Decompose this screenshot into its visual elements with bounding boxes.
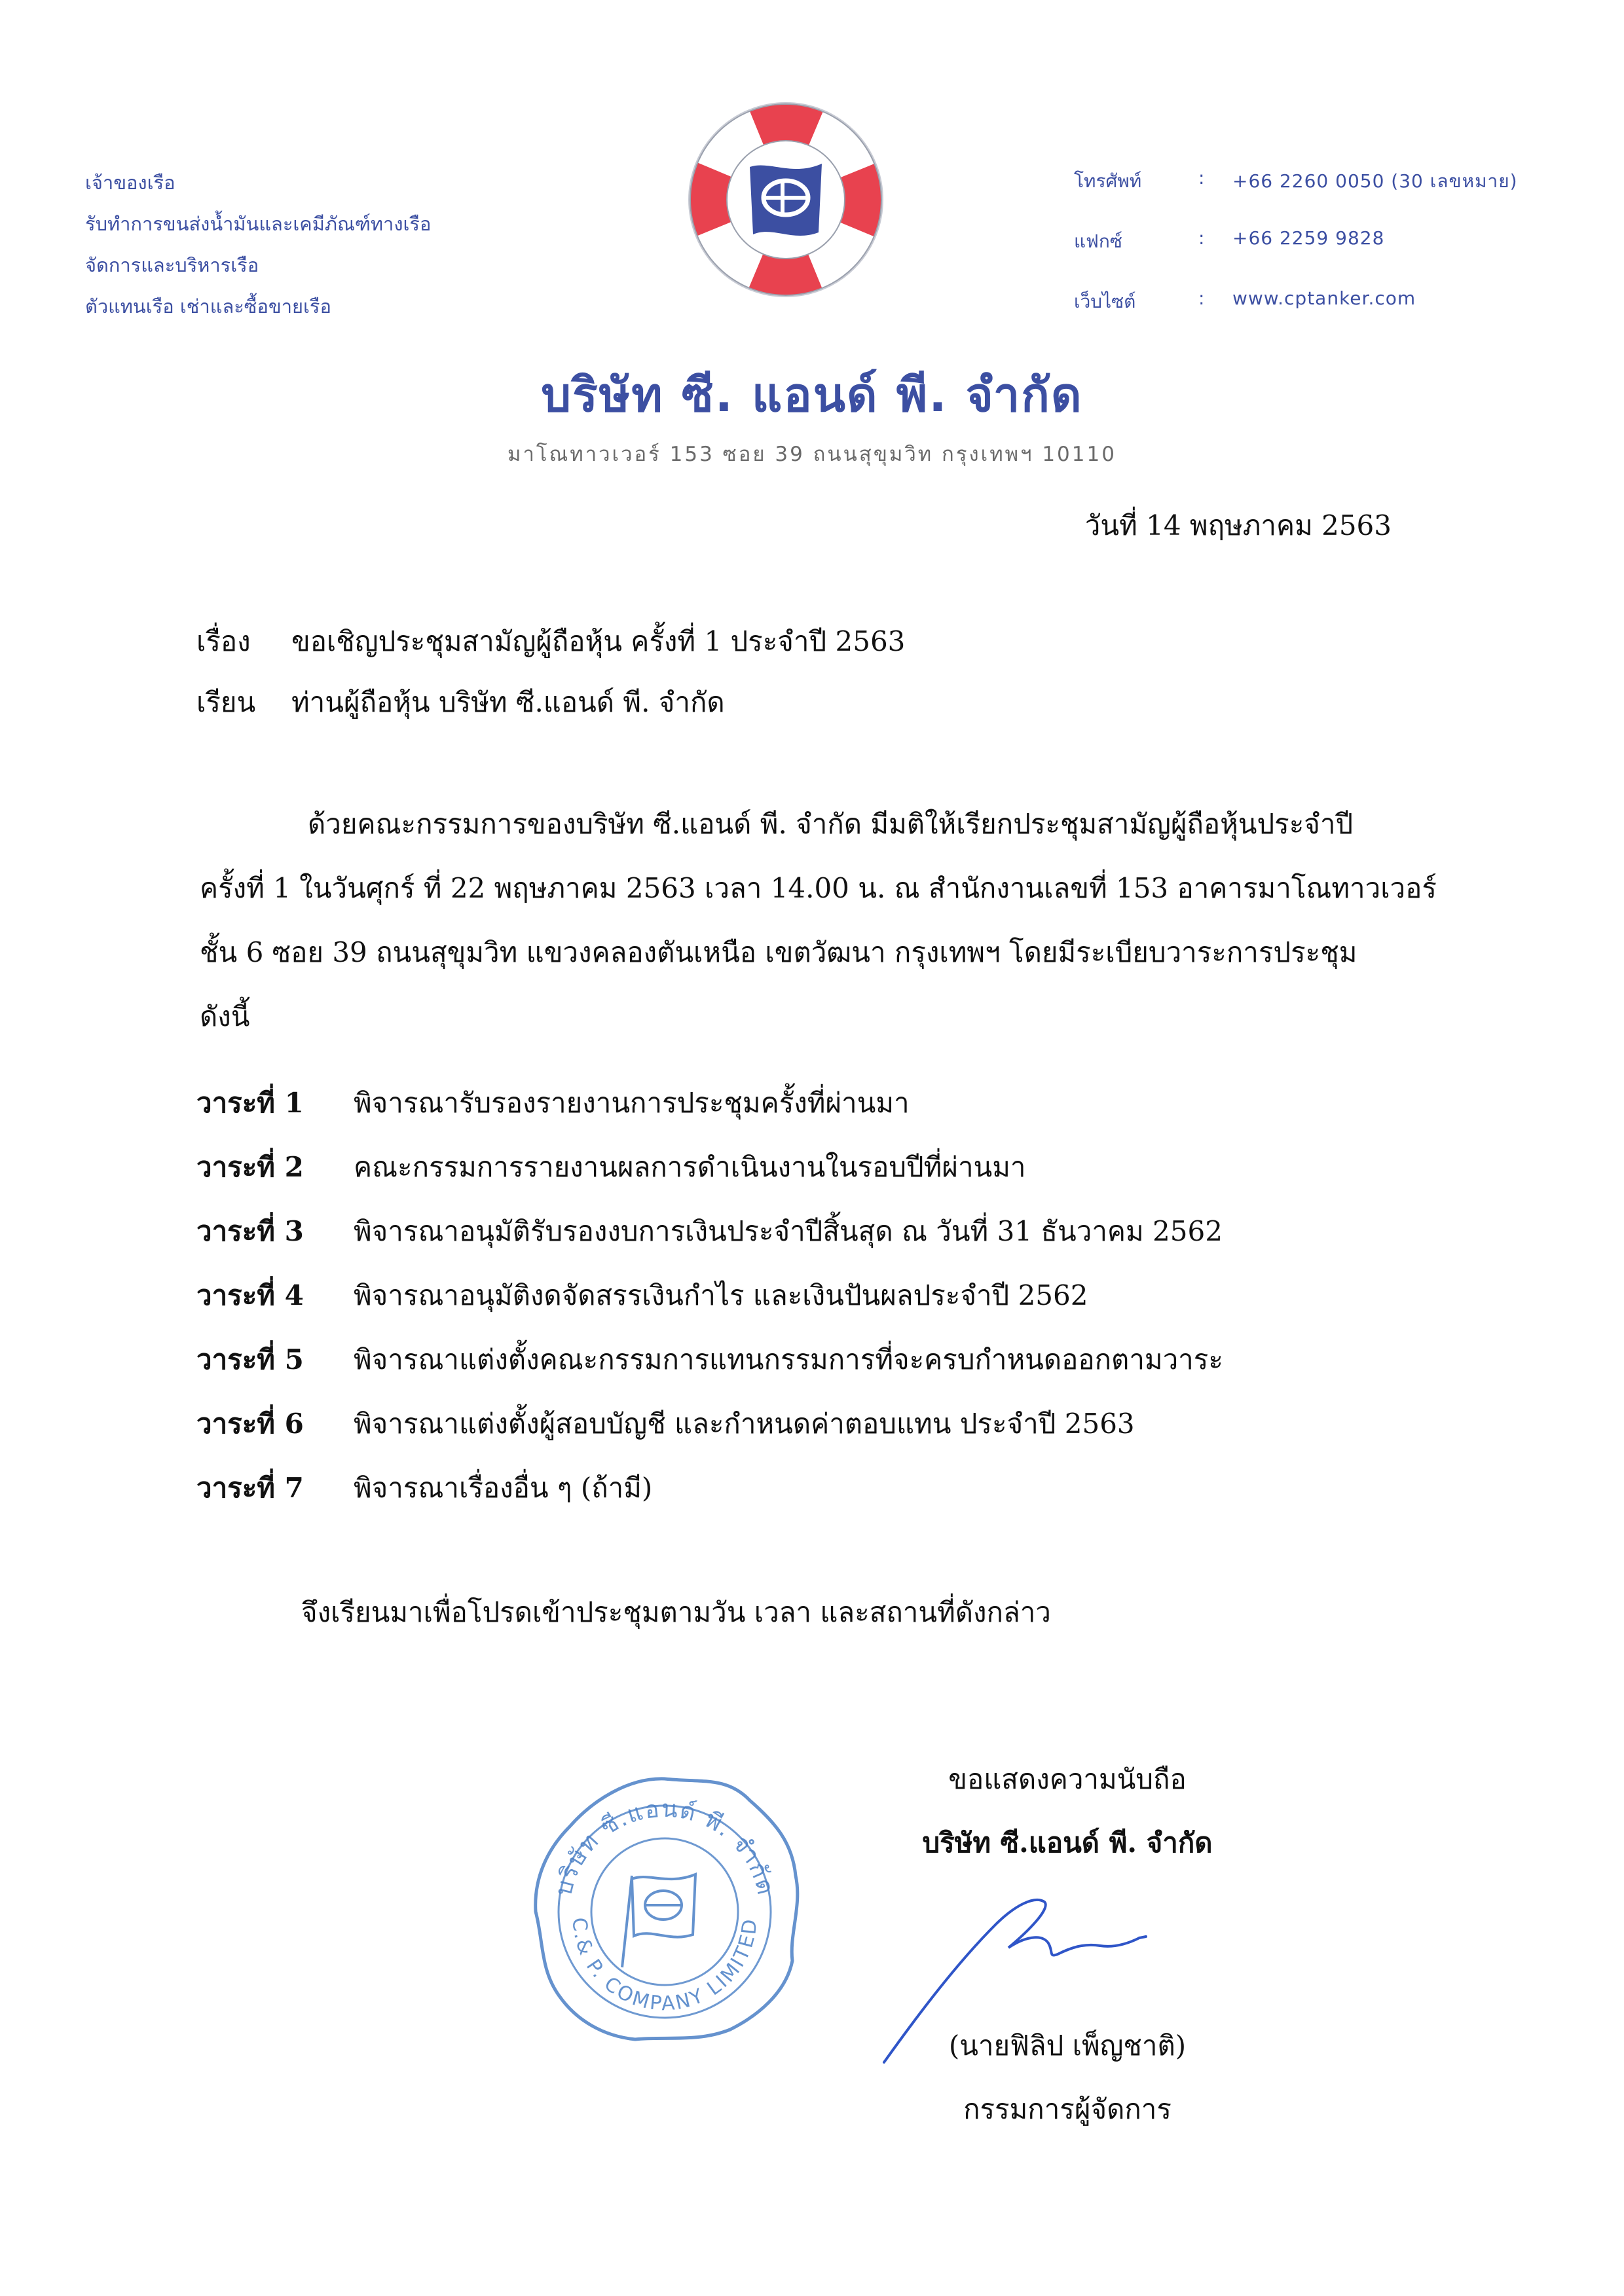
agenda-label: วาระที่ 5 [196,1343,304,1376]
company-name: บริษัท ซี. แอนด์ พี. จำกัด [541,367,1083,422]
website-value: www.cptanker.com [1232,287,1416,309]
paragraph-line: ชั้น 6 ซอย 39 ถนนสุขุมวิท แขวงคลองตันเหนือ เขตวัฒนา กรุงเทพฯ โดยมีระเบียบวาระการประชุม [200,936,1357,968]
service-item: จัดการและบริหารเรือ [85,254,259,276]
service-item: ตัวแทนเรือ เช่าและซื้อขายเรือ [85,295,331,318]
signatory-name: (นายฟิลิป เพ็ญชาติ) [948,2030,1187,2062]
signing-company: บริษัท ซี.แอนด์ พี. จำกัด [922,1827,1213,1859]
company-address: มาโณทาวเวอร์ 153 ซอย 39 ถนนสุขุมวิท กรุงเทพฯ 10110 [507,443,1116,466]
fax-value: +66 2259 9828 [1232,227,1385,249]
website-label: เว็บไซต์ [1074,291,1136,312]
company-services-list [85,162,431,327]
agenda-item: พิจารณารับรองรายงานการประชุมครั้งที่ผ่านมา [354,1087,910,1119]
regards-text: ขอแสดงความนับถือ [948,1763,1187,1795]
agenda-label: วาระที่ 4 [196,1279,304,1311]
agenda-label: วาระที่ 6 [196,1408,304,1440]
separator: : [1198,287,1205,309]
agenda-item: พิจารณาเรื่องอื่น ๆ (ถ้ามี) [354,1472,653,1504]
separator: : [1198,167,1205,189]
fax-label: แฟกซ์ [1074,230,1122,252]
seal-top-text: บริษัท ซี.แอนด์ พี. จำกัด [550,1795,779,1899]
svg-text:C.& P. COMPANY LIMITED [568,1916,762,2015]
letter-date: วันที่ 14 พฤษภาคม 2563 [1084,509,1392,541]
paragraph-line: ดังนี้ [200,1000,250,1032]
flag-icon [750,164,822,236]
agenda-label: วาระที่ 1 [196,1087,304,1119]
agenda-item: คณะกรรมการรายงานผลการดำเนินงานในรอบปีที่ผ่านมา [354,1151,1026,1183]
agenda-label: วาระที่ 7 [196,1472,304,1504]
agenda-item: พิจารณาอนุมัติงดจัดสรรเงินกำไร และเงินปันผลประจำปี 2562 [354,1279,1088,1311]
phone-value: +66 2260 0050 (30 เลขหมาย) [1232,170,1518,192]
signatory-title: กรรมการผู้จัดการ [963,2093,1172,2125]
agenda-item: พิจารณาแต่งตั้งคณะกรรมการแทนกรรมการที่จะครบกำหนดออกตามวาระ [354,1343,1223,1376]
recipient-text: ท่านผู้ถือหุ้น บริษัท ซี.แอนด์ พี. จำกัด [291,686,725,718]
phone-label: โทรศัพท์ [1074,170,1142,192]
invitation-paragraph [200,792,1483,1049]
paragraph-line: ครั้งที่ 1 ในวันศุกร์ ที่ 22 พฤษภาคม 2563 เวลา 14.00 น. ณ สำนักงานเลขที่ 153 อาคารมาโณทาวเวอร์ [200,872,1437,904]
subject-text: ขอเชิญประชุมสามัญผู้ถือหุ้น ครั้งที่ 1 ประจำปี 2563 [291,625,906,657]
closing-sentence: จึงเรียนมาเพื่อโปรดเข้าประชุมตามวัน เวลา และสถานที่ดังกล่าว [301,1596,1051,1628]
paragraph-line: ด้วยคณะกรรมการของบริษัท ซี.แอนด์ พี. จำกัด มีมติให้เรียกประชุมสามัญผู้ถือหุ้นประจำปี [308,808,1354,840]
phone-row [1074,167,1518,227]
recipient-label: เรียน [196,686,256,718]
service-item: เจ้าของเรือ [85,172,175,194]
contact-details [1074,167,1518,348]
seal-flag-icon [622,1874,695,1967]
lifebuoy-logo [684,98,887,301]
agenda-label: วาระที่ 3 [196,1215,304,1247]
separator: : [1198,227,1205,249]
website-row [1074,287,1518,348]
agenda-label: วาระที่ 2 [196,1151,304,1183]
seal-bottom-text: C.& P. COMPANY LIMITED [567,1916,762,2016]
subject-label: เรื่อง [196,625,251,657]
company-seal-stamp [524,1771,805,2046]
agenda-item: พิจารณาแต่งตั้งผู้สอบบัญชี และกำหนดค่าตอบแทน ประจำปี 2563 [354,1408,1135,1440]
agenda-item: พิจารณาอนุมัติรับรองงบการเงินประจำปีสิ้นสุด ณ วันที่ 31 ธันวาคม 2562 [354,1215,1223,1247]
fax-row [1074,227,1518,287]
service-item: รับทำการขนส่งน้ำมันและเคมีภัณฑ์ทางเรือ [85,213,432,235]
